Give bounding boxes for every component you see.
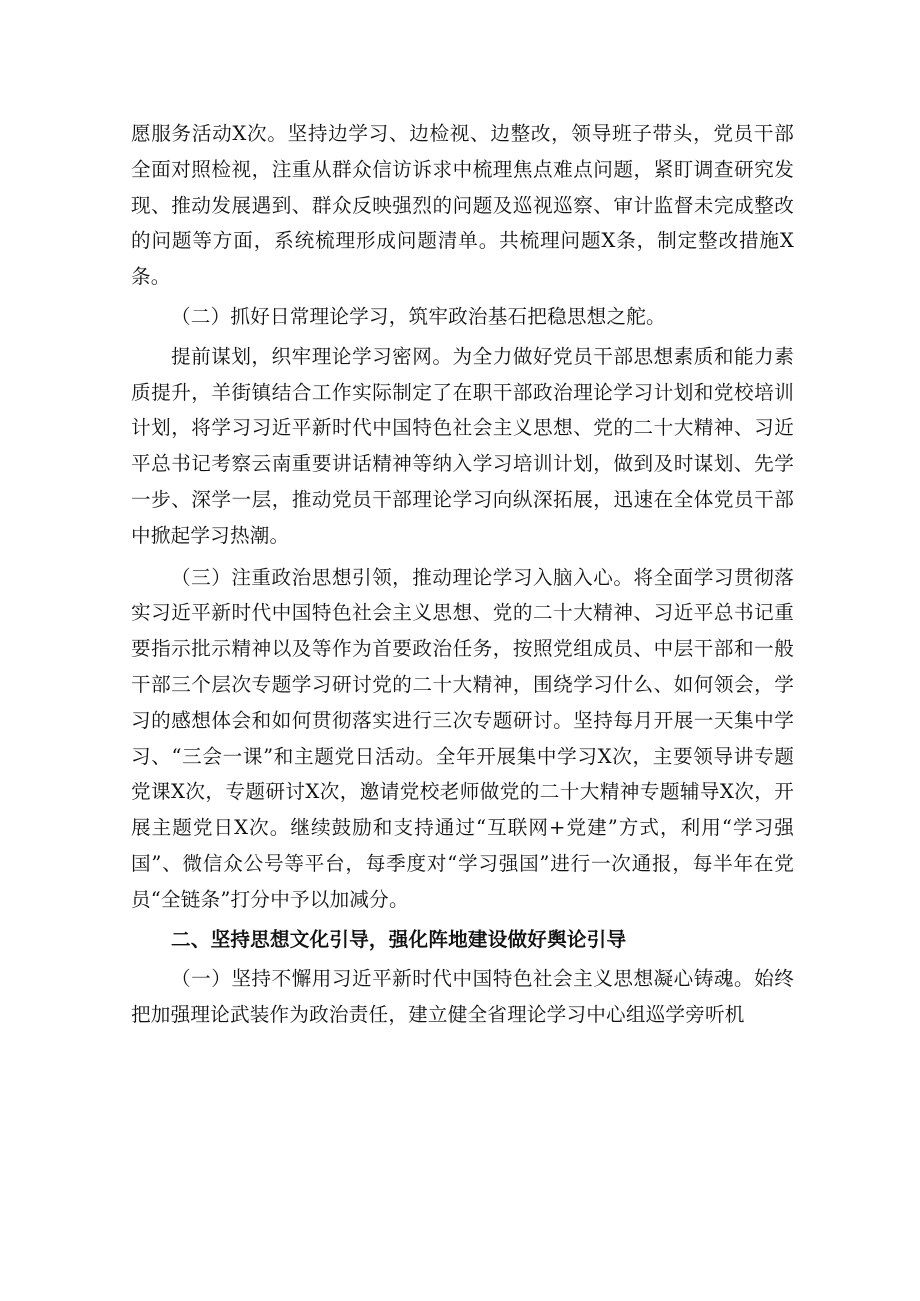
document-page [131,116,794,1033]
section-subheading-2: （二）抓好日常理论学习，筑牢政治基石把稳思想之舵。 [171,304,666,328]
section-heading-2: 二、坚持思想文化引导，强化阵地建设做好舆论引导 [171,927,627,951]
paragraph-theory-armament: （一）坚持不懈用习近平新时代中国特色社会主义思想凝心铸魂。始终把加强理论武装作为政治责任，建立健全省理论学习中心组巡学旁听机 [131,967,794,1027]
paragraph-continuation: 愿服务活动X次。坚持边学习、边检视、边整改，领导班子带头，党员干部全面对照检视，注重从群众信访诉求中梳理焦点难点问题，紧盯调查研究发现、推动发展遇到、群众反映强烈的问题及巡视巡察、审计监督未完成整改的问题等方面，系统梳理形成问题清单。共梳理问题X条，制定整改措施X条。 [131,122,794,289]
paragraph-political-guidance: （三）注重政治思想引领，推动理论学习入脑入心。将全面学习贯彻落实习近平新时代中国特色社会主义思想、党的二十大精神、习近平总书记重要指示批示精神以及等作为首要政治任务，按照党组成员、中层干部和一般干部三个层次专题学习研讨党的二十大精神，围绕学习什么、如何领会，学习的感想体会和如何贯彻落实进行三次专题研讨。坚持每月开展一天集中学习、“三会一课”和主题党日活动。全年开展集中学习X次，主要领导讲专题党课X次，专题研讨X次，邀请党校老师做党的二十大精神专题辅导X次，开展主题党日X次。继续鼓励和支持通过“互联网+党建”方式，利用“学习强国”、微信众公号等平台，每季度对“学习强国”进行一次通报，每半年在党员“全链条”打分中予以加减分。 [131,565,794,911]
paragraph-study-plan: 提前谋划，织牢理论学习密网。为全力做好党员干部思想素质和能力素质提升，羊街镇结合工作实际制定了在职干部政治理论学习计划和党校培训计划，将学习习近平新时代中国特色社会主义思想、党的二十大精神、习近平总书记考察云南重要讲话精神等纳入学习培训计划，做到及时谋划、先学一步、深学一层，推动党员干部理论学习向纵深拓展，迅速在全体党员干部中掀起学习热潮。 [131,344,794,547]
